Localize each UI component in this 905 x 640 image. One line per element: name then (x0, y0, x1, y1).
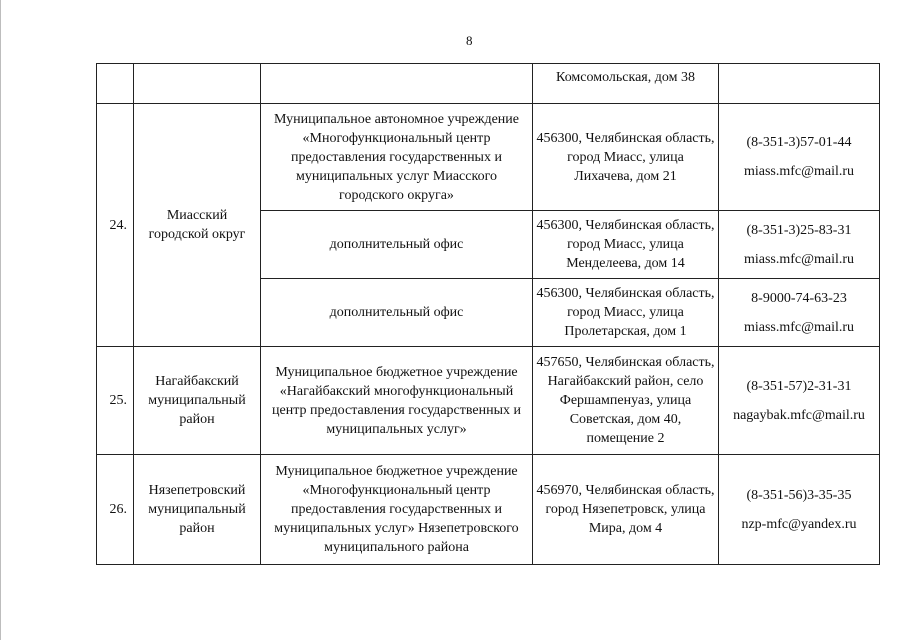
contacts-cell (719, 455, 880, 565)
organization-name: Муниципальное бюджетное учреждение «Многофункциональный центр предоставления государственных и муниципальных услуг» Нязепетровского муниципального района (261, 455, 533, 565)
address-cell: Комсомольская, дом 38 (533, 64, 719, 104)
entry-number: 26. (97, 455, 134, 565)
municipality-name: Нязепетровский муниципальный район (134, 455, 261, 565)
office-address: 456300, Челябинская область, город Миасс, улица Лихачева, дом 21 (533, 104, 719, 211)
contacts-cell (719, 211, 880, 279)
table-row (97, 347, 880, 455)
organization-name: Муниципальное автономное учреждение «Многофункциональный центр предоставления государственных и муниципальных услуг Миасского городского округа» (261, 104, 533, 211)
email-address: miass.mfc@mail.ru (743, 251, 855, 267)
office-address: 456970, Челябинская область, город Нязепетровск, улица Мира, дом 4 (533, 455, 719, 565)
phone-number: 8-9000-74-63-23 (751, 290, 847, 306)
municipality-name: Миасский городской округ (134, 104, 261, 347)
municipality-cell (134, 64, 261, 104)
table-row (97, 455, 880, 565)
organization-name: Муниципальное бюджетное учреждение «Нагайбакский многофункциональный центр предоставления государственных и муниципальных услуг» (261, 347, 533, 455)
table-row (97, 64, 880, 104)
number-cell (97, 64, 134, 104)
phone-number: (8-351-3)57-01-44 (746, 135, 852, 150)
scan-left-edge (0, 0, 1, 640)
contacts-cell (719, 104, 880, 211)
office-address: 457650, Челябинская область, Нагайбакский район, село Фершампенуаз, улица Советская, дом 40, помещение 2 (533, 347, 719, 455)
table-row (97, 104, 880, 211)
phone-number: (8-351-57)2-31-31 (746, 378, 852, 394)
email-address: nagaybak.mfc@mail.ru (733, 407, 865, 423)
contacts-cell (719, 279, 880, 347)
email-address: nzp-mfc@yandex.ru (741, 516, 857, 532)
office-address: 456300, Челябинская область, город Миасс, улица Менделеева, дом 14 (533, 211, 719, 279)
page-number: 8 (466, 33, 473, 48)
phone-number: (8-351-56)3-35-35 (746, 487, 852, 503)
phone-number: (8-351-3)25-83-31 (746, 222, 852, 238)
organization-name: дополнительный офис (261, 211, 533, 279)
office-address: 456300, Челябинская область, город Миасс, улица Пролетарская, дом 1 (533, 279, 719, 347)
contacts-cell (719, 64, 880, 104)
municipality-name: Нагайбакский муниципальный район (134, 347, 261, 455)
contacts-cell (719, 347, 880, 455)
mfc-registry-table (96, 63, 880, 565)
entry-number: 24. (97, 104, 134, 347)
organization-name: дополнительный офис (261, 279, 533, 347)
organization-cell (261, 64, 533, 104)
entry-number: 25. (97, 347, 134, 455)
email-address: miass.mfc@mail.ru (743, 319, 855, 335)
email-address: miass.mfc@mail.ru (743, 164, 855, 179)
